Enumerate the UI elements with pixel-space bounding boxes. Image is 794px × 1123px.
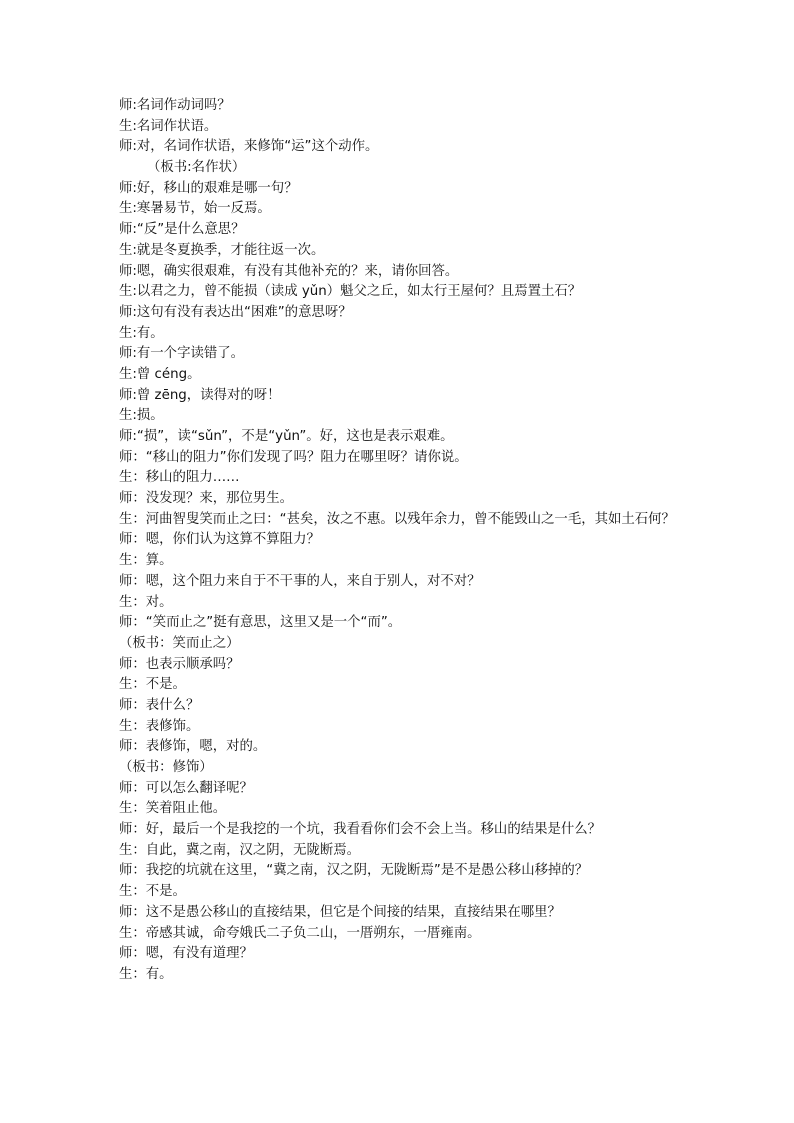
dialogue-line: 师：嗯，你们认为这算不算阻力？ [119,532,320,548]
board-note-line: （板书：修饰） [119,760,213,776]
dialogue-transcript [119,96,689,986]
dialogue-line: 生：有。 [119,966,173,982]
dialogue-line: 生:曾 céng。 [119,366,201,382]
dialogue-line: 师：好，最后一个是我挖的一个坑，我看看你们会不会上当。移山的结果是什么？ [119,822,602,838]
dialogue-line: 生：帝感其诚，命夸娥氏二子负二山，一厝朔东，一厝雍南。 [119,925,481,941]
dialogue-line: 师:曾 zēng，读得对的呀！ [119,387,281,403]
dialogue-line: 生：算。 [119,553,173,569]
dialogue-line: 师：我挖的坑就在这里，“冀之南，汉之阴，无陇断焉”是不是愚公移山移掉的？ [119,863,589,879]
dialogue-line: 生：对。 [119,594,173,610]
dialogue-line: 师：嗯，有没有道理？ [119,946,253,962]
dialogue-line: 生：不是。 [119,677,186,693]
dialogue-line: 师:“反”是什么意思？ [119,222,245,238]
dialogue-line: 师：没发现？来，那位男生。 [119,491,294,507]
dialogue-line: 生：不是。 [119,884,186,900]
dialogue-line: 师：这不是愚公移山的直接结果，但它是个间接的结果，直接结果在哪里？ [119,904,561,920]
dialogue-line: 师：嗯，这个阻力来自于不干事的人，来自于别人，对不对？ [119,573,481,589]
dialogue-line: 生：笑着阻止他。 [119,801,227,817]
dialogue-line: 师：表修饰，嗯，对的。 [119,739,267,755]
dialogue-line: 师：表什么？ [119,697,200,713]
dialogue-line: 师:“损”，读“sǔn”，不是“yǔn”。好，这也是表示艰难。 [119,429,454,444]
dialogue-line: 生:寒暑易节，始一反焉。 [119,201,271,217]
board-note-line: （板书：笑而止之） [119,635,240,651]
dialogue-line: 师：可以怎么翻译呢？ [119,780,253,796]
dialogue-line: 生:损。 [119,408,164,424]
dialogue-line: 师:嗯，确实很艰难，有没有其他补充的？来，请你回答。 [119,263,459,279]
dialogue-line: 生:有。 [119,325,164,341]
dialogue-line: 生:以君之力，曾不能损（读成 yǔn）魁父之丘，如太行王屋何？且焉置土石？ [119,284,582,300]
dialogue-line: 生：河曲智叟笑而止之曰：“甚矣，汝之不惠。以残年余力，曾不能毁山之一毛，其如土石何？ [119,511,675,527]
dialogue-line: 师:有一个字读错了。 [119,346,245,362]
dialogue-line: 师:对，名词作状语，来修饰“运”这个动作。 [119,139,379,155]
dialogue-line: 师:这句有没有表达出“困难”的意思呀？ [119,304,352,320]
dialogue-line: 师:好，移山的艰难是哪一句？ [119,180,298,196]
dialogue-line: 师：“移山的阻力”你们发现了吗？阻力在哪里呀？请你说。 [119,449,468,465]
dialogue-line: 生：自此，冀之南，汉之阴，无陇断焉。 [119,842,361,858]
dialogue-line: 生：表修饰。 [119,718,200,734]
dialogue-line: 师：“笑而止之”挺有意思，这里又是一个“而”。 [119,615,402,631]
dialogue-line: 生：移山的阻力…… [119,470,240,486]
dialogue-line: 师：也表示顺承吗？ [119,656,240,672]
dialogue-line: 生:名词作状语。 [119,118,218,134]
dialogue-line: 师:名词作动词吗？ [119,98,231,113]
board-note-line: （板书:名作状） [147,160,246,176]
dialogue-line: 生:就是冬夏换季，才能往返一次。 [119,242,325,258]
